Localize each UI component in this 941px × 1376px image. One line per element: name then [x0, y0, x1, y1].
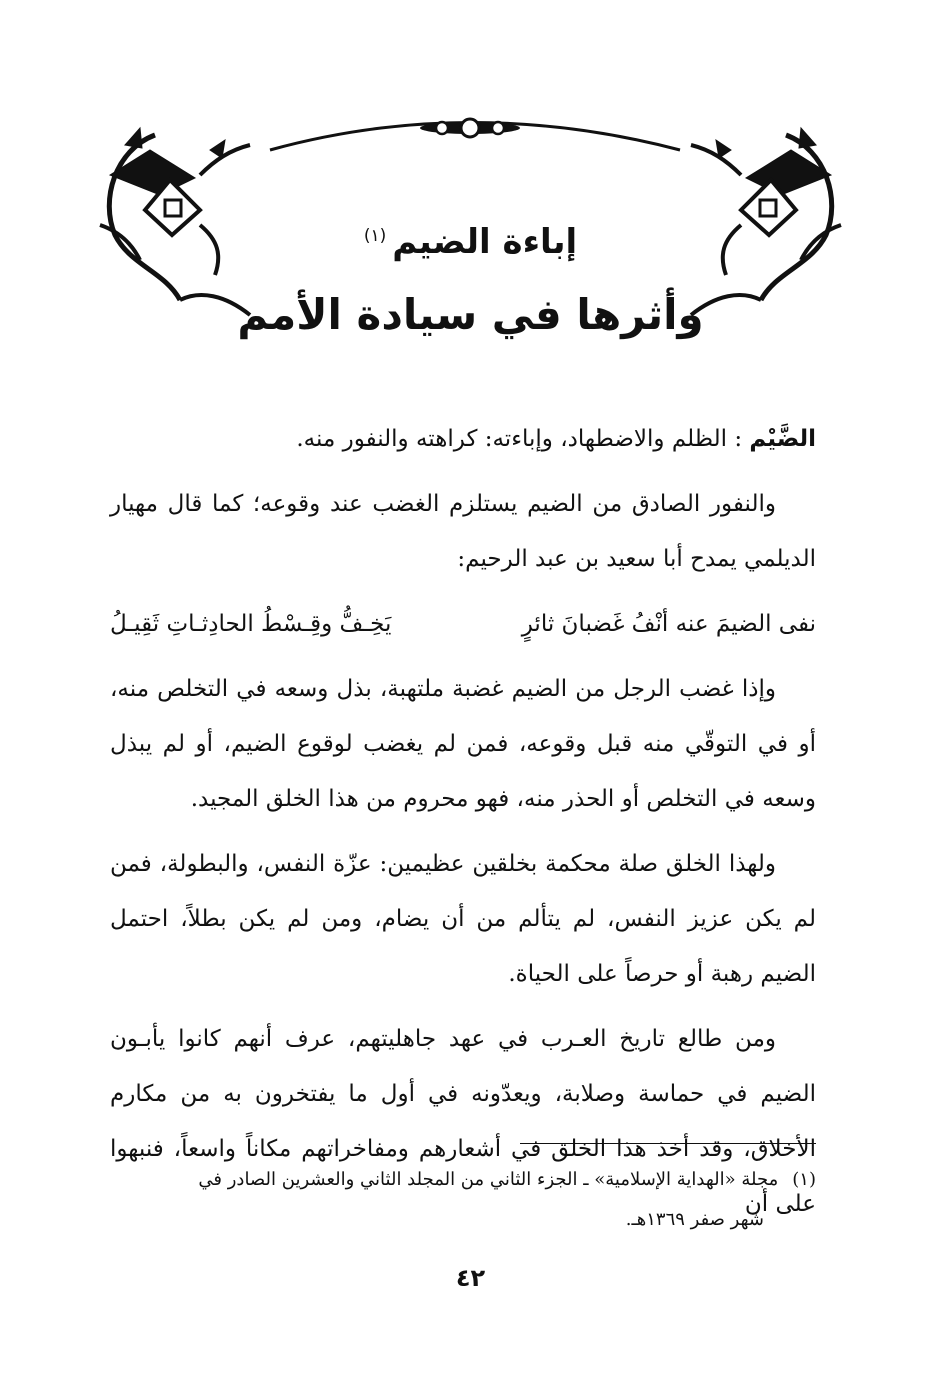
- body-text: [110, 412, 816, 1242]
- footnote-line-2: شهر صفر ١٣٦٩هـ.: [625, 1209, 764, 1230]
- paragraph-5: ومن طالع تاريخ العـرب في عهد جاهليتهم، عرف أنهم كانوا يأبـون الضيم في حماسة وصلابة، ويعدّونه في أول ما يفتخرون به من مكارم الأخلاق، وقد أخذ هذا الخلق في أشعارهم ومفاخراتهم مكاناً واسعاً، فنبهوا على أن: [110, 1026, 816, 1217]
- footnote-line-1: مجلة «الهداية الإسلامية» ـ الجزء الثاني من المجلد الثاني والعشرين الصادر في: [198, 1169, 779, 1190]
- ornamental-header-frame: [0, 0, 941, 330]
- verse-second-hemistich: يَخِـفُّ وقِـسْطُ الحادِثـاتِ ثَقِيـلُ: [110, 611, 392, 637]
- chapter-title-line-2: وأثرها في سيادة الأمم: [237, 290, 704, 339]
- defined-term: الضَّيْم: [749, 426, 816, 452]
- paragraph-4: ولهذا الخلق صلة محكمة بخلقين عظيمين: عزّة النفس، والبطولة، فمن لم يكن عزيز النفس، لم يتألم من أن يضام، ومن لم يكن بطلاً، احتمل الضيم رهبة أو حرصاً على الحياة.: [110, 851, 816, 987]
- chapter-title-text: إباءة الضيم: [392, 222, 578, 262]
- paragraph-2: والنفور الصادق من الضيم يستلزم الغضب عند وقوعه؛ كما قال مهيار الديلمي يمدح أبا سعيد بن عبد الرحيم:: [110, 491, 816, 572]
- title-footnote-reference: (١): [363, 225, 387, 246]
- chapter-title-line-1: [0, 222, 941, 262]
- footnote: [110, 1160, 816, 1240]
- paragraph-3: وإذا غضب الرجل من الضيم غضبة ملتهبة، بذل وسعه في التخلص منه، أو في التوقّي منه قبل وقوعه، فمن لم يغضب لوقوع الضيم، أو لم يبذل وسعه في التخلص أو الحذر منه، فهو محروم من هذا الخلق المجيد.: [110, 676, 816, 812]
- page-number: ٤٢: [455, 1264, 486, 1292]
- paragraph-1: [110, 412, 816, 467]
- verse-first-hemistich: نفى الضيمَ عنه أنْفُ غَضبانَ ثائرٍ: [521, 611, 816, 637]
- definition-text: : الظلم والاضطهاد، وإباءته: كراهته والنفور منه.: [296, 426, 743, 452]
- footnote-number: (١): [792, 1169, 816, 1190]
- poetry-verse: [110, 597, 816, 652]
- footnote-divider: [520, 1143, 816, 1144]
